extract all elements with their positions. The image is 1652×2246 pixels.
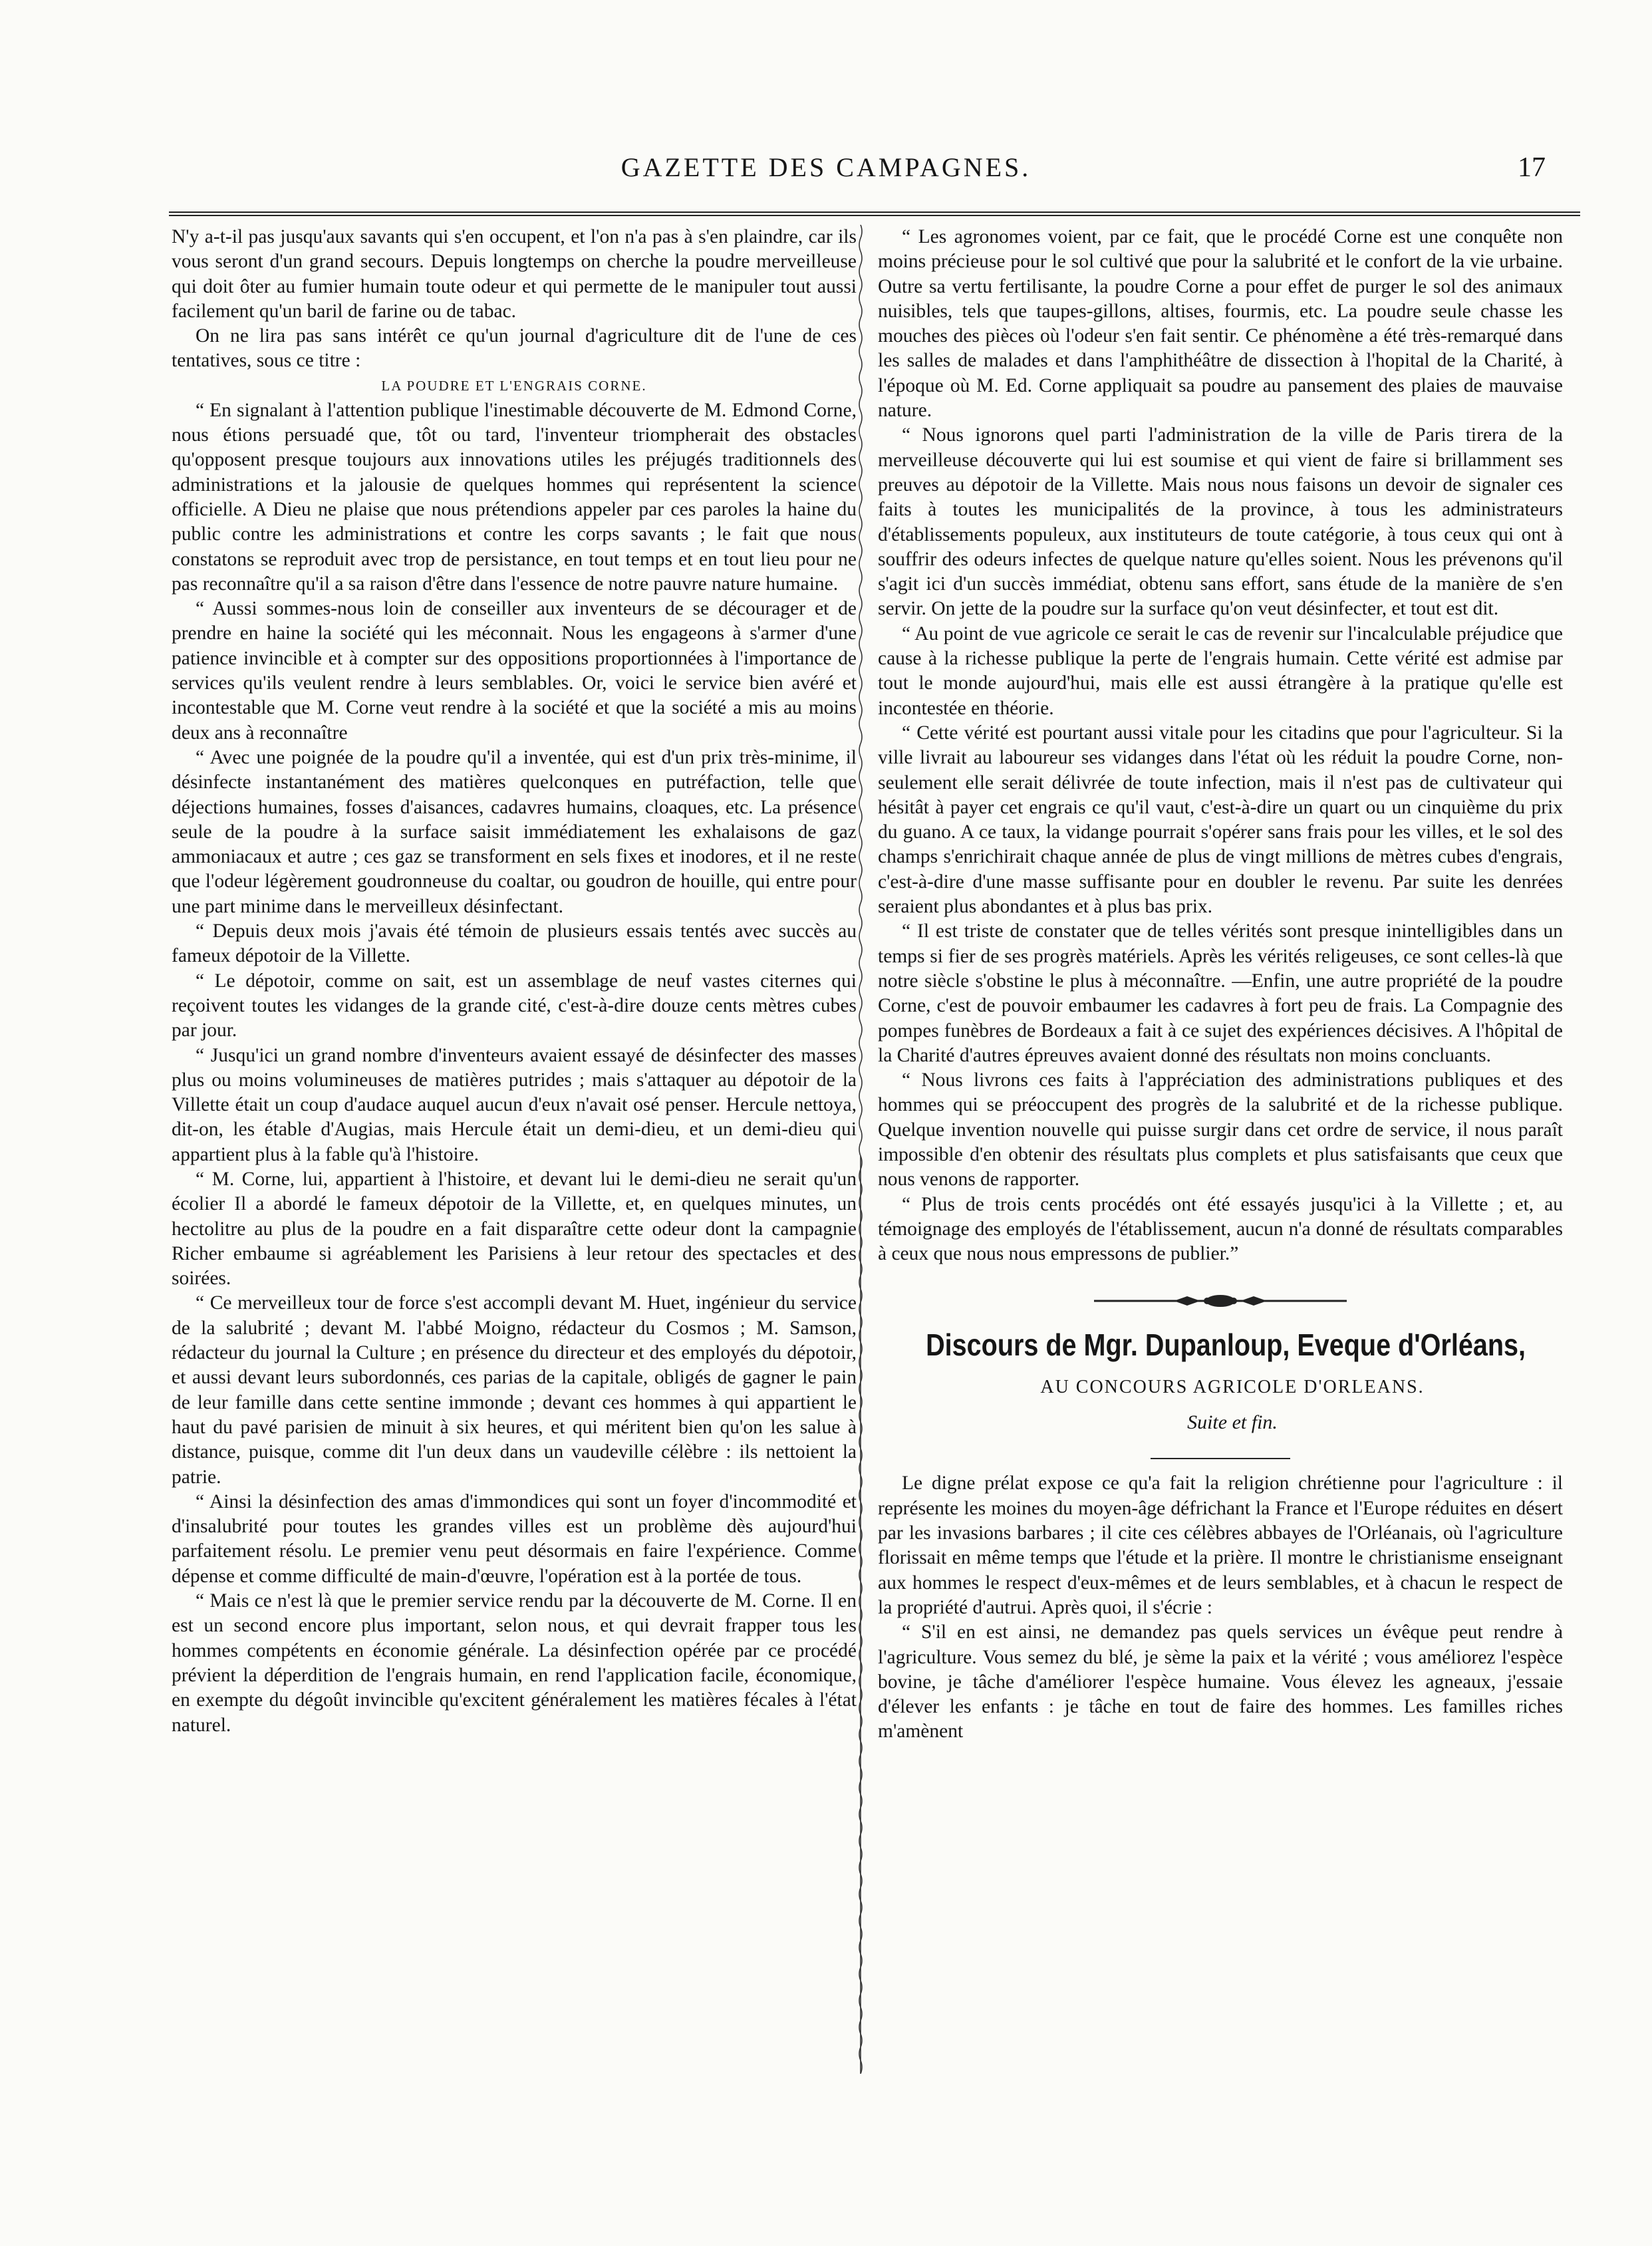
column-divider <box>857 225 865 2074</box>
paragraph: “ Ce merveilleux tour de force s'est accompli devant M. Huet, ingénieur du service de la salubrité ; devant M. l'abbé Moigno, rédacteur du Cosmos ; M. Samson, rédacteur du journal la Culture ; en présence du directeur et des employés du dépotoir, et aussi devant leurs subordonnés, ces parias de la capitale, obligés de gagner le pain de leur famille dans cette sentine immonde ; devant ces hommes à qui appartient le haut du pavé parisien de minuit à six heures, et qui méritent bien qu'on les salue à distance, puisque, comme dit l'un deux dans un vaudeville célèbre : ils nettoient la patrie. <box>172 1292 857 1488</box>
paragraph: “ En signalant à l'attention publique l'inestimable découverte de M. Edmond Corne, nous étions persuadé que, tôt ou tard, l'inventeur triompherait des obstacles qu'opposent presque toujours aux innovations utiles les préjugés traditionnels des administrations et la jalousie de quelques hommes qui représentent la science officielle. A Dieu ne plaise que nous prétendions appeler par ces paroles la haine du public contre les administrations et contre les corps savants ; le fait que nous constatons se reproduit avec trop de persistance, en tout temps et en tout lieu pour ne pas reconnaître qu'il a sa raison d'être dans l'essence de notre pauvre nature humaine. <box>172 399 857 595</box>
paragraph: N'y a-t-il pas jusqu'aux savants qui s'en occupent, et l'on n'a pas à s'en plaindre, car ils vous seront d'un grand secours. Depuis longtemps on cherche la poudre merveilleuse qui doit ôter au fumier humain toute odeur et qui permette de le manipuler tout aussi facilement qu'un baril de farine ou de tabac. <box>172 226 857 322</box>
article-heading: LA POUDRE ET L'ENGRAIS CORNE. <box>381 377 647 394</box>
discours-subtitle: AU CONCOURS AGRICOLE D'ORLEANS. <box>1040 1377 1425 1398</box>
paragraph: “ Mais ce n'est là que le premier service rendu par la découverte de M. Corne. Il en est un second encore plus important, selon nous, et qui devrait frapper tous les hommes compétents en économie générale. La désinfection opérée par ce procédé prévient la déperdition de l'engrais humain, en rend l'application facile, économique, en exempte du dégoût invincible qu'excitent généralement les matières fécales à l'état naturel. <box>172 1590 857 1736</box>
paragraph: “ Jusqu'ici un grand nombre d'inventeurs avaient essayé de désinfecter des masses plus ou moins volumineuses de matières putrides ; mais s'attaquer au dépotoir de la Villette était un coup d'audace auquel aucun d'eux n'avait osé penser. Hercule nettoya, dit-on, les étable d'Augias, mais Hercule était un demi-dieu, et un demi-dieu qui appartient plus à la fable qu'à l'histoire. <box>172 1044 857 1165</box>
paragraph: “ Au point de vue agricole ce serait le cas de revenir sur l'incalculable préjudice que cause à la richesse publique la perte de l'engrais humain. Cette vérité est admise par tout le monde aujourd'hui, mais elle est aussi étrangère à la pratique qu'elle est incontestée en théorie. <box>878 623 1563 719</box>
paragraph: “ Nous livrons ces faits à l'appréciation des administrations publiques et des hommes qui se préoccupent des progrès de la salubrité et de la richesse publique. Quelque invention nouvelle qui puisse surgir dans cet ordre de service, il nous paraît impossible d'en obtenir des résultats plus complets et plus satisfaisants que ceux que nous venons de rapporter. <box>878 1069 1563 1191</box>
running-title: GAZETTE DES CAMPAGNES. <box>620 152 1032 182</box>
paragraph: “ Aussi sommes-nous loin de conseiller aux inventeurs de se décourager et de prendre en haine la société qui les méconnait. Nous les engageons à s'armer d'une patience invincible et à compter sur des oppositions proportionnées à l'importance de services qu'ils veulent rendre à leurs semblables. Or, voici le service bien avéré et incontestable que M. Corne veut rendre à la société et que la société a mis au moins deux ans à reconnaître <box>172 598 857 744</box>
left-column <box>172 225 857 1738</box>
paragraph: “ Les agronomes voient, par ce fait, que le procédé Corne est une conquête non moins précieuse pour le sol cultivé que pour la salubrité et le confort de la vie urbaine. Outre sa vertu fertilisante, la poudre Corne a pour effet de purger le sol des animaux nuisibles, tels que taupes-gillons, altises, fourmis, etc. La poudre seule chasse les mouches des pièces où l'odeur s'en fait sentir. Ce phénomène a été très-remarqué dans les salles de malades et dans l'amphithéâtre de dissection à l'hopital de la Charité, à l'époque où M. Ed. Corne appliquait sa poudre au pansement des plaies de mauvaise nature. <box>878 226 1563 422</box>
paragraph: “ Le dépotoir, comme on sait, est un assemblage de neuf vastes citernes qui reçoivent toutes les vidanges de la grande cité, c'est-à-dire douze cents mètres cubes par jour. <box>172 970 857 1042</box>
paragraph: “ Plus de trois cents procédés ont été essayés jusqu'ici à la Villette ; et, au témoignage des employés de l'établissement, aucun n'a donné de résultats comparables à ceux que nous nous empressons de publier.” <box>878 1193 1563 1265</box>
paragraph: “ Depuis deux mois j'avais été témoin de plusieurs essais tentés avec succès au fameux dépotoir de la Villette. <box>172 920 857 967</box>
paragraph: “ Ainsi la désinfection des amas d'immondices qui sont un foyer d'incommodité et d'insalubrité pour toutes les grandes villes est un problème dès aujourd'hui parfaitement résolu. Le premier venu peut désormais en faire l'expérience. Comme dépense et comme difficulté de main-d'œuvre, l'opération est à la portée de tous. <box>172 1490 857 1587</box>
paragraph: “ Il est triste de constater que de telles vérités sont presque inintelligibles dans un temps si fier de ses progrès matériels. Après les vérités religeuses, ce sont celles-là que notre siècle s'obstine le plus à méconnaître. —Enfin, une autre propriété de la poudre Corne, c'est de pouvoir embaumer les cadavres à fort peu de frais. La Compagnie des pompes funèbres de Bordeaux a fait à ce sujet des expériences décisives. A l'hôpital de la Charité d'autres épreuves avaient donné des résultats non moins concluants. <box>878 920 1563 1066</box>
paragraph: “ Nous ignorons quel parti l'administration de la ville de Paris tirera de la merveilleuse découverte qui lui est soumise et qui vient de faire si brillamment ses preuves au dépotoir de la Villette. Mais nous nous faisons un devoir de signaler ces faits à toutes les municipalités de la province, à tous les administrateurs d'établissements populeux, aux instituteurs de toute catégorie, à tous ceux qui ont à souffrir des odeurs infectes de quelque nature qu'elles soient. Nous les prévenons qu'il s'agit ici d'un succès immédiat, obtenu sans effort, sans étude de la manière de s'en servir. On jette de la poudre sur la surface qu'on veut désinfecter, et tout est dit. <box>878 424 1563 620</box>
page-header <box>0 148 1652 188</box>
discours-suite: Suite et fin. <box>1187 1411 1278 1434</box>
discours-title: Discours de Mgr. Dupanloup, Eveque d'Orléans, <box>926 1328 1526 1363</box>
paragraph: Le digne prélat expose ce qu'a fait la religion chrétienne pour l'agriculture : il représente les moines du moyen-âge défrichant la France et l'Europe réduites en désert par les invasions barbares ; il cite ces célèbres abbayes de l'Orléanais, où l'agriculture florissait en même temps que l'étude et la prière. Il montre le christianisme enseignant aux hommes le respect d'eux-mêmes et de leurs semblables, et à chacun le respect de la propriété d'autrui. Après quoi, il s'écrie : <box>878 1473 1563 1618</box>
paragraph: “ Cette vérité est pourtant aussi vitale pour les citadins que pour l'agriculteur. Si la ville livrait au laboureur ses vidanges dans l'état où les réduit la poudre Corne, non-seulement elle serait délivrée de toute infection, mais il n'est pas de cultivateur qui hésitât à payer cet engrais ce qu'il vaut, c'est-à-dire un quart ou un cinquième du prix du guano. A ce taux, la vidange pourrait s'opérer sans frais pour les villes, et le sol des champs s'enrichirait chaque année de plus de vingt millions de mètres cubes d'engrais, c'est-à-dire d'une masse suffisante pour en doubler le revenu. Par suite les denrées seraient plus abondantes et à plus bas prix. <box>878 722 1563 918</box>
header-rule <box>169 211 1580 216</box>
paragraph: “ M. Corne, lui, appartient à l'histoire, et devant lui le demi-dieu ne serait qu'un écolier Il a abordé le fameux dépotoir de la Villette, et, en quelques minutes, un hectolitre au plus de la poudre en a fait disparaître cette odeur dont la campagnie Richer embaume si agréablement les Parisiens à leur retour des spectacles et des soirées. <box>172 1168 857 1290</box>
paragraph: “ Avec une poignée de la poudre qu'il a inventée, qui est d'un prix très-minime, il désinfecte instantanément des matières quelconques en putréfaction, telle que déjections humaines, fosses d'aisances, cadavres humains, cloaques, etc. La présence seule de la poudre à la surface saisit immédiatement les exhalaisons de gaz ammoniacaux et autre ; ces gaz se transforment en sels fixes et inodores, et il ne reste que l'odeur légèrement goudronneuse du coaltar, ou goudron de houille, qui entre pour une part minime dans le merveilleux désinfectant. <box>172 746 857 917</box>
section-rule <box>1151 1458 1290 1459</box>
right-column <box>878 225 1563 1745</box>
page-number: 17 <box>1518 152 1546 183</box>
paragraph: “ S'il en est ainsi, ne demandez pas quels services un évêque peut rendre à l'agriculture. Vous semez du blé, je sème la paix et la vérité ; vous améliorez l'espèce bovine, je tâche d'améliorer l'espèce humaine. Vous élevez les agneaux, j'essaie d'élever les enfants : je tâche en tout de faire des hommes. Les familles riches m'amènent <box>878 1621 1563 1743</box>
paragraph: On ne lira pas sans intérêt ce qu'un journal d'agriculture dit de l'une de ces tentatives, sous ce titre : <box>172 325 857 372</box>
ornament-divider-icon <box>1087 1293 1353 1309</box>
